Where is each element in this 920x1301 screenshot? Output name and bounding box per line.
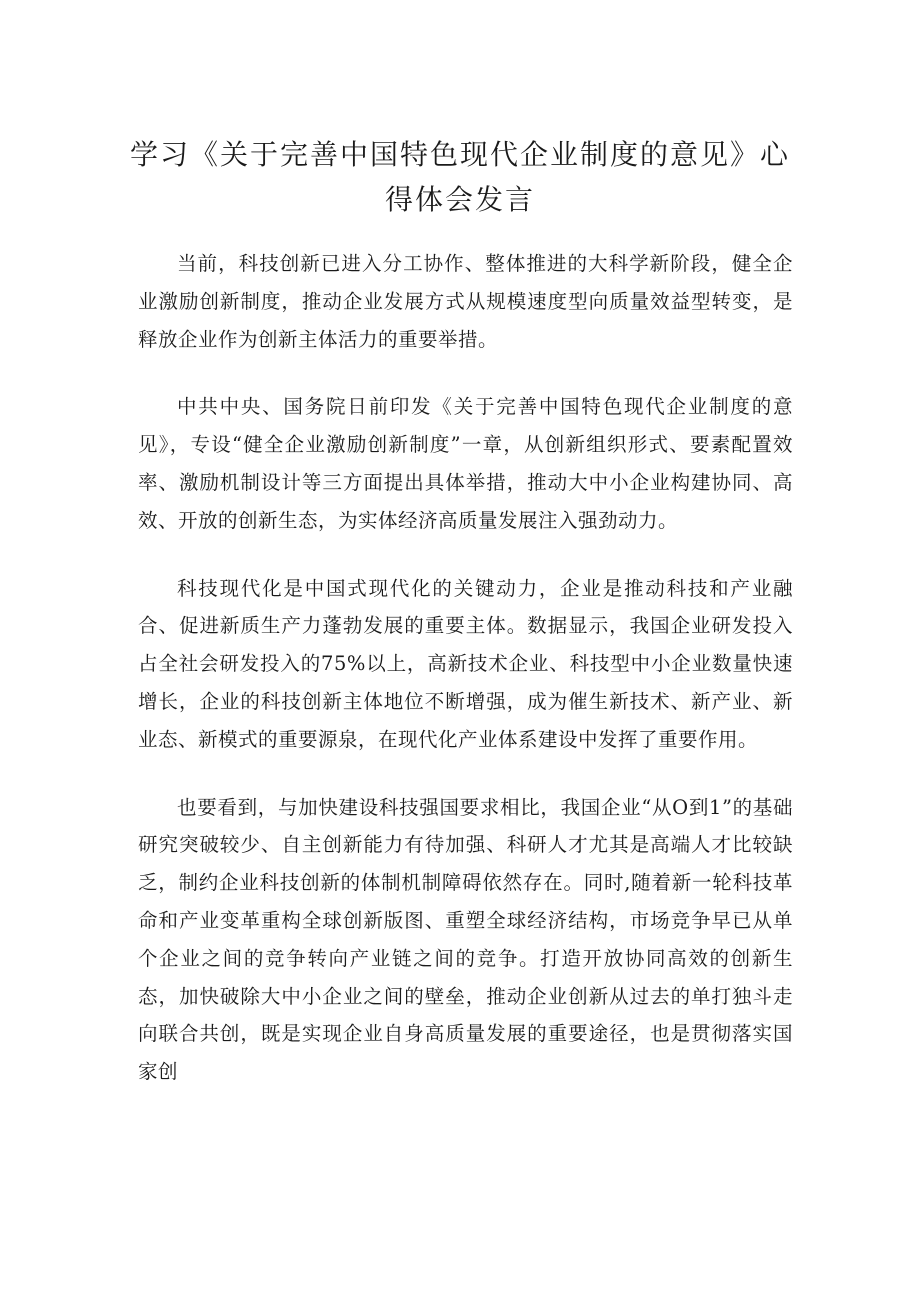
paragraph-2: 中共中央、国务院日前印发《关于完善中国特色现代企业制度的意见》，专设“健全企业激励创新制度”一章，从创新组织形式、要素配置效率、激励机制设计等三方面提出具体举措，推动大中小企业构建协同、高效、开放的创新生态，为实体经济高质量发展注入强劲动力。 [138,395,793,532]
document-body [138,245,793,1121]
paragraph-1: 当前，科技创新已进入分工协作、整体推进的大科学新阶段，健全企业激励创新制度，推动企业发展方式从规模速度型向质量效益型转变，是释放企业作为创新主体活力的重要举措。 [138,252,793,351]
document-title: 学习《关于完善中国特色现代企业制度的意见》心得体会发言 [129,138,790,216]
paragraph-3: 科技现代化是中国式现代化的关键动力，企业是推动科技和产业融合、促进新质生产力蓬勃发展的重要主体。数据显示，我国企业研发投入占全社会研发投入的75%以上，高新技术企业、科技型中小企业数量快速增长，企业的科技创新主体地位不断增强，成为催生新技术、新产业、新业态、新模式的重要源泉，在现代化产业体系建设中发挥了重要作用。 [138,576,793,751]
paragraph-4: 也要看到，与加快建设科技强国要求相比，我国企业“从O到1”的基础研究突破较少、自主创新能力有待加强、科研人才尤其是高端人才比较缺乏，制约企业科技创新的体制机制障碍依然存在。同时,随着新一轮科技革命和产业变革重构全球创新版图、重塑全球经济结构，市场竞争早已从单个企业之间的竞争转向产业链之间的竞争。打造开放协同高效的创新生态，加快破除大中小企业之间的壁垒，推动企业创新从过去的单打独斗走向联合共创，既是实现企业自身高质量发展的重要途径，也是贯彻落实国家创 [138,795,793,1084]
